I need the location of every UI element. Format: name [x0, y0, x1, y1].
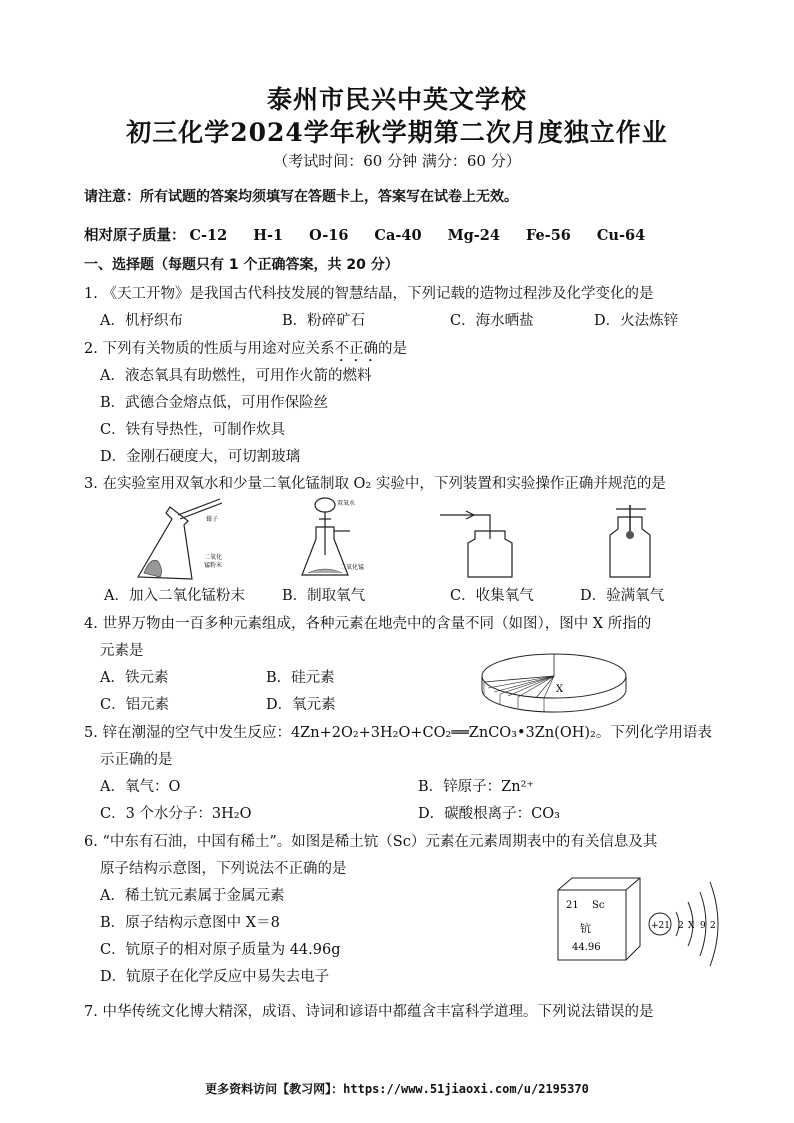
q2-stem-emphasis: 不正确: [334, 341, 378, 357]
q6-option-a: A．稀土钪元素属于金属元素: [100, 888, 285, 904]
footer-link[interactable]: 更多资料访问【教习网】：https://www.51jiaoxi.com/u/2195370: [205, 1082, 589, 1096]
q5-option-c: C．3 个水分子：3H₂O: [100, 806, 252, 822]
question-1-stem: 1. 《天工开物》是我国古代科技发展的智慧结晶，下列记载的造物过程涉及化学变化的是: [84, 286, 654, 302]
atomic-masses-label: 相对原子质量：: [84, 227, 186, 244]
q2-option-d: D．金刚石硬度大，可切割玻璃: [100, 449, 301, 465]
q1-option-b: B．粉碎矿石: [282, 313, 366, 329]
q2-option-b: B．武德合金熔点低，可用作保险丝: [100, 395, 329, 411]
question-5-stem: 5. 锌在潮湿的空气中发生反应：4Zn+2O₂+3H₂O+CO₂══ZnCO₃•3Zn(OH)₂。下列化学用语表: [84, 725, 712, 741]
mass-item: O-16: [309, 227, 349, 244]
question-3-stem: 3. 在实验室用双氧水和少量二氧化锰制取 O₂ 实验中，下列装置和实验操作正确并规范的是: [84, 476, 666, 492]
question-2-stem: [84, 337, 407, 365]
q6-option-d: D．钪原子在化学反应中易失去电子: [100, 969, 330, 985]
atomic-structure-diagram: [646, 872, 722, 976]
q3-option-d: D．验满氧气: [580, 588, 665, 604]
q1-option-a: A．机杼织布: [100, 313, 183, 329]
exam-info: （考试时间：60 分钟 满分：60 分）: [273, 152, 521, 170]
q4-option-d: D．氧元素: [266, 697, 336, 713]
label-mno2-b: 二氧化锰: [340, 564, 365, 571]
label-tweezers: 镊子: [206, 516, 219, 523]
q5-option-b: B．锌原子：Zn²⁺: [418, 779, 535, 795]
q5-option-d: D．碳酸根离子：CO₃: [418, 806, 560, 822]
section-heading: 一、选择题（每题只有 1 个正确答案，共 20 分）: [84, 257, 399, 273]
shell-3-electrons: 9: [700, 921, 706, 931]
figure-a-tilted-flask: [138, 499, 222, 579]
chart-label-x: X: [556, 684, 564, 695]
figure-c-collect-bottle: [440, 511, 512, 577]
mass-item: C-12: [189, 227, 228, 244]
notice: 请注意：所有试题的答案均须填写在答题卡上，答案写在试卷上无效。: [84, 189, 518, 205]
q3-option-c: C．收集氧气: [450, 588, 534, 604]
periodic-table-cell: [554, 876, 644, 964]
figure-d-verify-bottle: [610, 505, 650, 577]
q1-option-c: C．海水晒盐: [450, 313, 534, 329]
school-title: 泰州市民兴中英文学校: [266, 85, 527, 114]
nucleus-charge: +21: [651, 921, 670, 931]
q2-option-a: A．液态氧具有助燃性，可用作火箭的燃料: [100, 368, 372, 384]
shell-4-electrons: 2: [710, 921, 716, 931]
label-mno2-a2: 锰粉末: [204, 562, 223, 569]
cell-atomic-number: 21: [566, 900, 579, 911]
q4-option-b: B．硅元素: [266, 670, 335, 686]
mass-item: Cu-64: [596, 227, 646, 244]
mass-item: Fe-56: [525, 227, 571, 244]
q3-option-a: A．加入二氧化锰粉末: [104, 588, 245, 604]
question-6-stem-cont: 原子结构示意图，下列说法不正确的是: [100, 861, 347, 877]
question-6-stem: 6. “中东有石油，中国有稀土”。如图是稀土钪（Sc）元素在元素周期表中的有关信息及其: [84, 834, 658, 850]
q3-apparatus-figures: [130, 495, 670, 581]
question-5-stem-cont: 示正确的是: [100, 752, 173, 768]
label-h2o2: 双氧水: [337, 500, 356, 507]
exam-title: 初三化学2024学年秋学期第二次月度独立作业: [126, 118, 668, 147]
cell-symbol: Sc: [592, 900, 605, 911]
cell-element-name: 钪: [580, 922, 591, 935]
q6-option-c: C．钪原子的相对原子质量为 44.96g: [100, 942, 341, 958]
mass-item: H-1: [253, 227, 284, 244]
q1-option-d: D．火法炼锌: [594, 313, 679, 329]
q6-option-b: B．原子结构示意图中 X＝8: [100, 915, 280, 931]
shell-1-electrons: 2: [678, 921, 684, 931]
q2-stem-pre: 2. 下列有关物质的性质与用途对应关系: [84, 341, 335, 357]
atomic-masses: [84, 224, 671, 245]
question-4-stem: 4. 世界万物由一百多种元素组成，各种元素在地壳中的含量不同（如图），图中 X 所指的: [84, 616, 652, 632]
q4-option-c: C．铝元素: [100, 697, 170, 713]
q2-stem-post: 的是: [377, 341, 407, 357]
q5-option-a: A．氧气：O: [100, 779, 181, 795]
figure-b-funnel-flask: [302, 498, 364, 575]
question-7-stem: 7. 中华传统文化博大精深，成语、诗词和谚语中都蕴含丰富科学道理。下列说法错误的是: [84, 1004, 654, 1020]
q4-option-a: A．铁元素: [100, 670, 169, 686]
shell-2-electrons: X: [688, 921, 695, 931]
mass-item: Ca-40: [374, 227, 422, 244]
q2-option-c: C．铁有导热性，可制作炊具: [100, 422, 286, 438]
label-mno2-a1: 二氧化: [204, 554, 223, 561]
mass-item: Mg-24: [447, 227, 500, 244]
cell-atomic-mass: 44.96: [572, 942, 601, 953]
question-4-stem-cont: 元素是: [100, 643, 144, 659]
crust-element-pie-chart: [478, 638, 630, 718]
q3-option-b: B．制取氧气: [282, 588, 366, 604]
